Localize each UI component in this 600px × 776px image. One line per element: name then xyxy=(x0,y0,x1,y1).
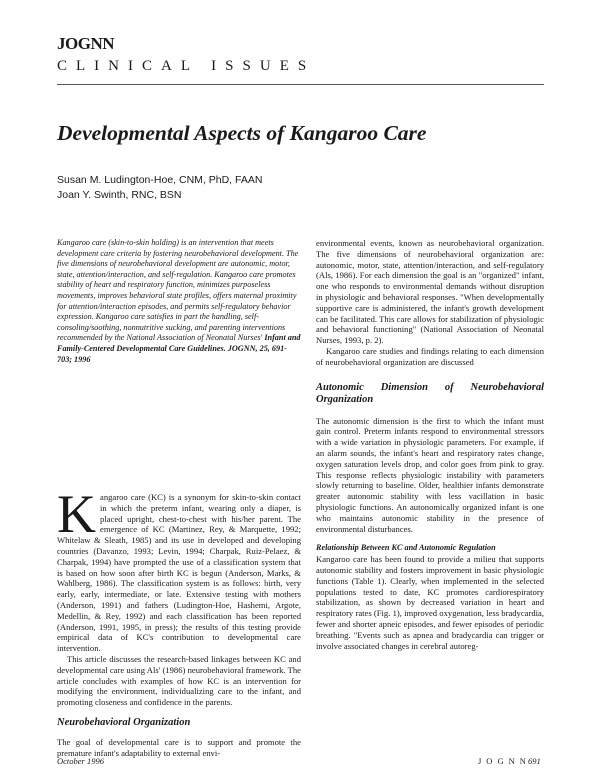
author-list xyxy=(57,173,262,203)
left-paragraph-3: The goal of developmental care is to support and promote the premature infant's adaptability to external envi- xyxy=(57,736,301,758)
left-column xyxy=(57,484,301,759)
abstract-text: Kangaroo care (skin-to-skin holding) is an intervention that meets development care criteria by fostering neurobehavioral development. The five dimensions of neurobehavioral development are autonomic, motor, state, attention/interaction, and self-regulation. Kangaroo care promotes stability of heart and respiratory function, minimizes purposeless movements, improves behavioral state profiles, offers maternal proximity for attention/interaction episodes, and permits self-regulatory behavior expression. Kangaroo care satisfies in part the handling, self-consoling/soothing, nonnutritive sucking, and parenting interventions recommended by the National Association of Neonatal Nurses' xyxy=(57,238,299,343)
right-paragraph-1: environmental events, known as neurobehavioral organization. The five dimensions of neurobehavioral organization are: autonomic, motor, state, attention/interaction, and self-regulatory (Als, 1986). For each dimension the goal is an "organized" infant, one who responds to environmental demands without disruption in physiologic and behavioral responses. "When developmentally supportive care is administered, the infant's growth development can be facilitated. This care allows for stabilization of physiologic and behavioral functioning" (National Association of Neonatal Nurses, 1993, p. 2). xyxy=(316,238,544,346)
right-paragraph-4: Kangaroo care has been found to provide a milieu that supports autonomic stability and fosters improvement in basic physiologic functions (Table 1). Clearly, when implemented in the selected populations tested to date, KC promotes cardiorespiratory stabilization, as shown by decreased variation in heart and respiratory rates (Fig. 1), improved oxygenation, less bradycardia, fewer and shorter apneic episodes, and fewer episodes of periodic breathing. "Events such as apnea and bradycardia can trigger or involve associated changes in cerebral autoreg- xyxy=(316,554,544,651)
left-paragraph-1: angaroo care (KC) is a synonym for skin-to-skin contact in which the preterm infant, wearing only a diaper, is placed upright, chest-to-chest with his/her parent. The emergence of KC (Martinez, Rey, & Marquette, 1992; Whitelaw & Sleath, 1985) and its use in developed and developing countries (Davanzo, 1993; Levin, 1994; Charpak, Ruiz-Pelaez, & Charpak, 1994) have prompted the use of a classification system that is based on how soon after birth KC is begun (Anderson, Marks, & Wahlberg, 1986). The classification system is as follows: birth, very early, early, intermediate, or late. Extensive testing with mothers (Anderson, 1991) and fathers (Ludington-Hoe, Hashemi, Argote, Medellin, & Rey, 1992) and each classification has been reported (Anderson, 1991, 1995, in press); the results of this testing provide empirical data of KC's contribution to developmental care intervention. xyxy=(57,492,301,654)
journal-logo: JOGNN xyxy=(57,34,114,53)
header-rule xyxy=(57,84,544,85)
abstract xyxy=(57,238,301,365)
article-title: Developmental Aspects of Kangaroo Care xyxy=(57,121,427,145)
author-1: Susan M. Ludington-Hoe, CNM, PhD, FAAN xyxy=(57,174,263,186)
right-column xyxy=(316,238,544,651)
right-paragraph-3: The autonomic dimension is the first to which the infant must gain control. Preterm infants respond to environmental stressors with a wide variation in physiologic parameters. For example, if an alarm sounds, the infant's heart and respiratory rates change, oxygen saturation levels drop, and color goes from pink to gray. This response reflects physiologic instability with parameters slowly returning to baseline. Older, healthier infants demonstrate greater autonomic stability with less vacillation in basic physiologic functions. An autonomically organized infant is one who maintains autonomic stability in the presence of environmental disturbances. xyxy=(316,415,544,534)
abstract-reference: Infant and Family-Centered Developmental Care Guidelines. JOGNN, 25, 691-703; 1996 xyxy=(57,333,301,364)
right-paragraph-2: Kangaroo care studies and findings relating to each dimension of neurobehavioral organization are discussed xyxy=(316,345,544,367)
section-label: CLINICAL ISSUES xyxy=(57,58,316,74)
drop-cap: K xyxy=(57,484,96,544)
author-2: Joan Y. Swinth, RNC, BSN xyxy=(57,189,182,201)
heading-autonomic: Autonomic Dimension of Neurobehavioral Organization xyxy=(316,381,544,405)
footer-date: October 1996 xyxy=(57,756,104,766)
left-paragraph-2: This article discusses the research-based linkages between KC and developmental care using Als' (1986) neurobehavioral framework. The article concludes with examples of how KC is an intervention for modifying the environment, individualizing care to the infant, and promoting closeness and confidence in the parents. xyxy=(57,653,301,708)
footer-journal: JOGNN xyxy=(478,756,531,766)
heading-neurobehavioral: Neurobehavioral Organization xyxy=(57,716,191,728)
page-number: 691 xyxy=(528,756,541,766)
heading-relationship: Relationship Between KC and Autonomic Regulation xyxy=(316,543,496,553)
